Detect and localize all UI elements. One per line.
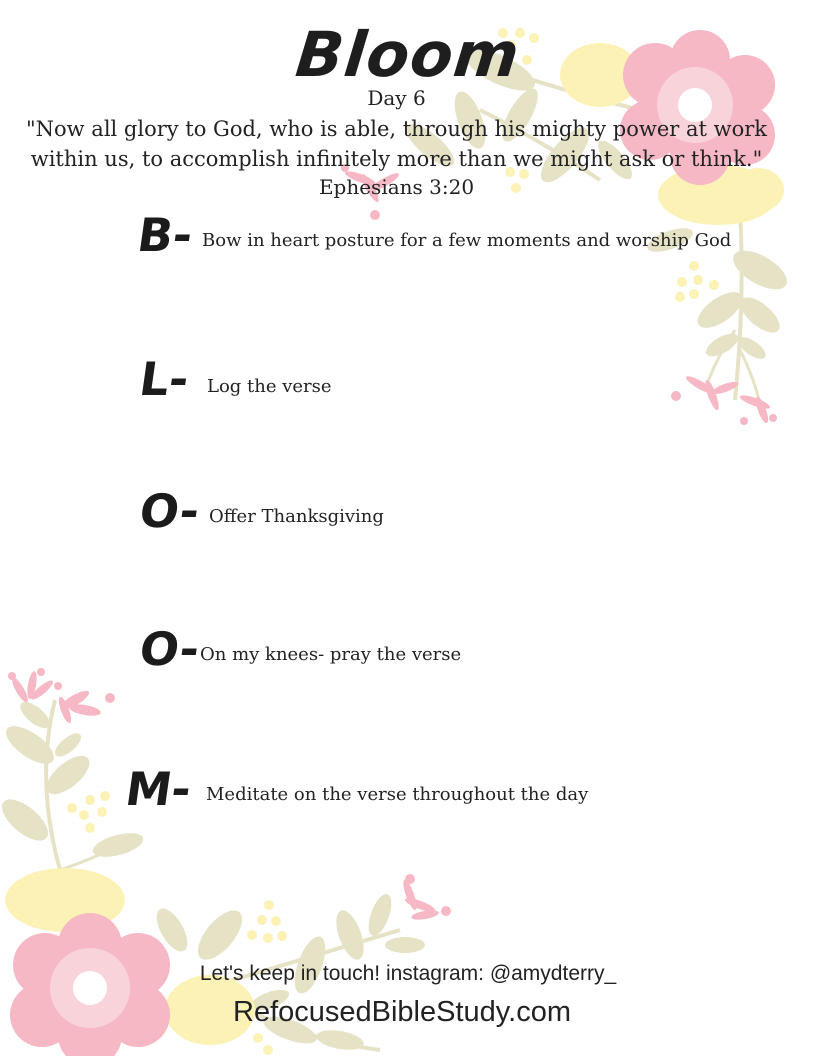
verse-line-1: "Now all glory to God, who is able, through his mighty power at work: [25, 117, 768, 141]
day-label: Day 6: [367, 86, 426, 110]
page-title: Bloom: [292, 18, 524, 91]
step-letter: L-: [136, 352, 193, 406]
verse-reference: Ephesians 3:20: [318, 175, 475, 199]
instagram-handle: Let's keep in touch! instagram: @amydterry_: [199, 962, 617, 985]
step-text: Bow in heart posture for a few moments and worship God: [202, 230, 732, 251]
step-letter: O-: [136, 622, 203, 676]
website-link[interactable]: RefocusedBibleStudy.com: [233, 996, 571, 1028]
step-text: Log the verse: [207, 376, 332, 397]
step-text: On my knees- pray the verse: [200, 644, 462, 665]
verse-text: [14, 114, 779, 174]
step-letter: M-: [122, 762, 195, 816]
step-text: Meditate on the verse throughout the day: [206, 784, 589, 805]
step-letter: B-: [134, 208, 196, 262]
step-text: Offer Thanksgiving: [209, 506, 384, 527]
step-letter: O-: [136, 484, 203, 538]
verse-line-2: within us, to accomplish infinitely more than we might ask or think.": [30, 147, 763, 171]
